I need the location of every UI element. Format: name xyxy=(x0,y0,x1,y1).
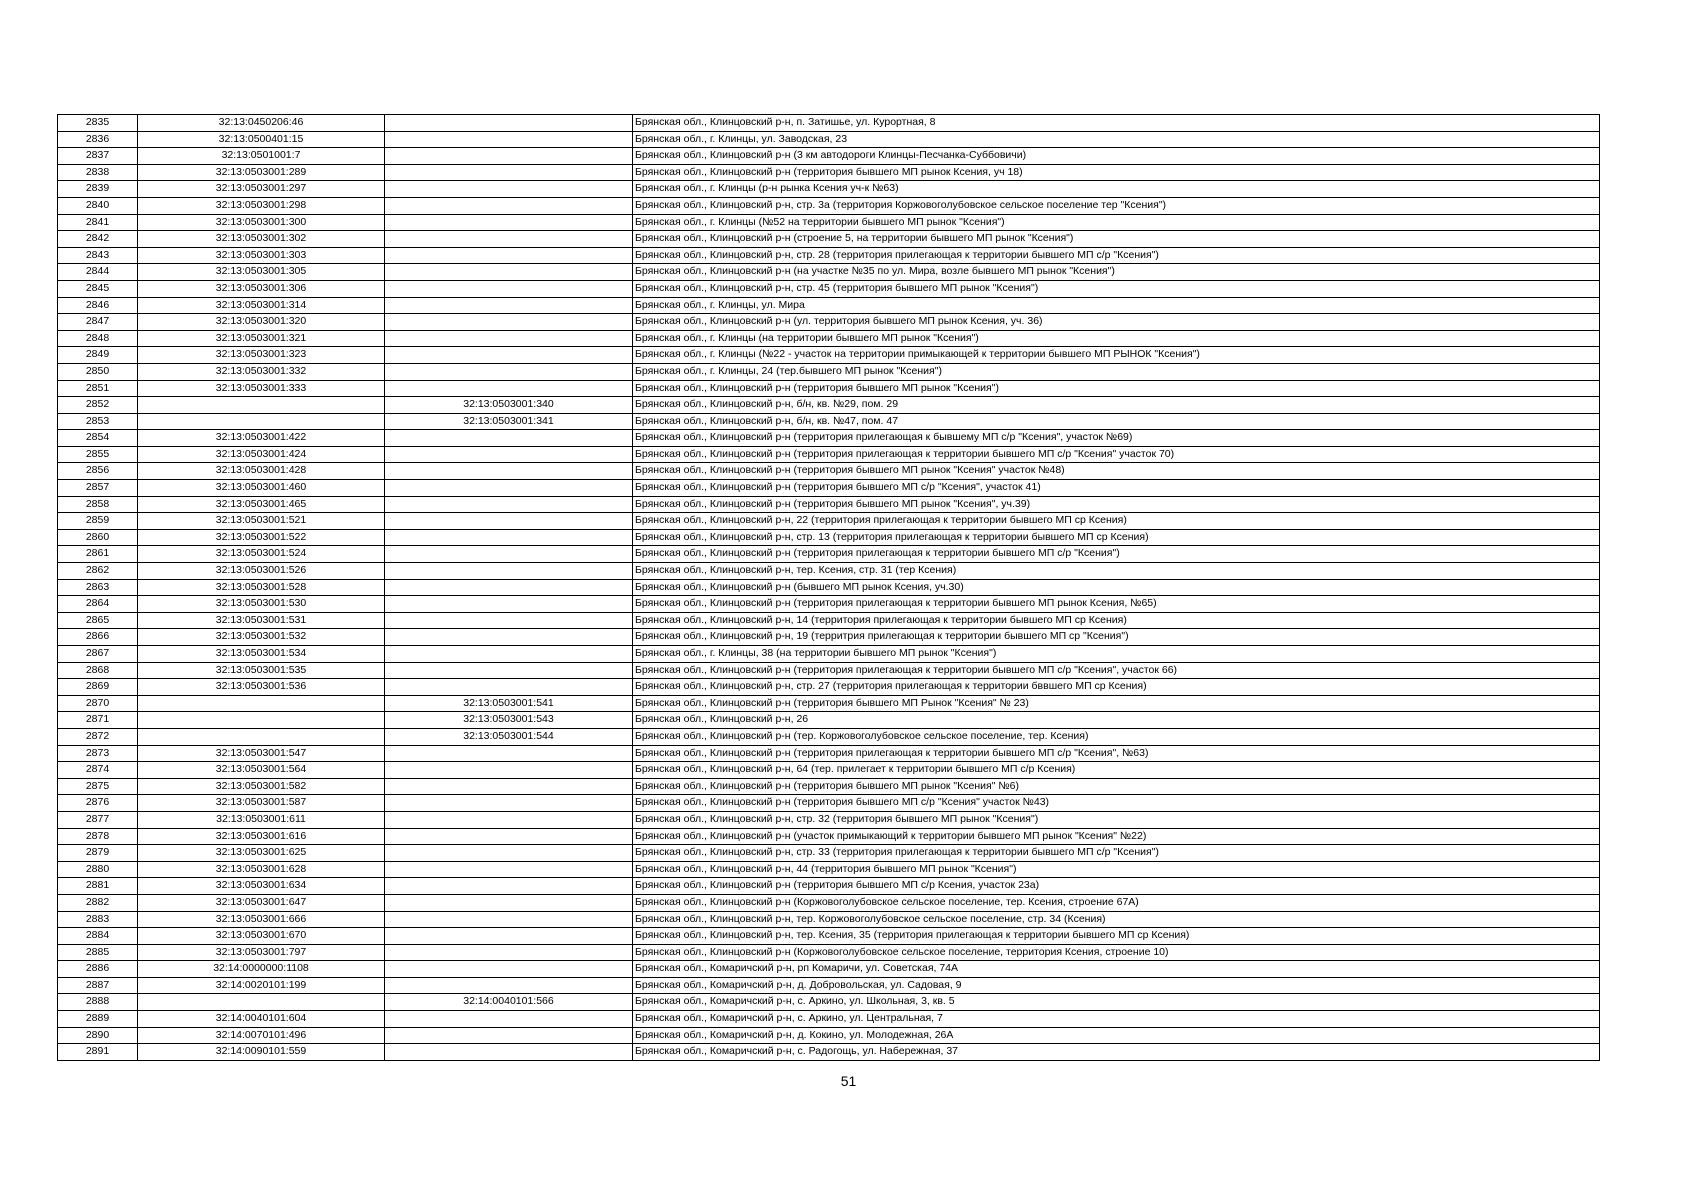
address-cell: Брянская обл., Клинцовский р-н (территория прилегающая к территории бывшего МП с/р "Ксения") xyxy=(633,546,1600,563)
cadastral-number-alt-cell xyxy=(385,944,633,961)
row-number-cell: 2875 xyxy=(58,778,138,795)
table-row xyxy=(58,347,1600,364)
table-row xyxy=(58,712,1600,729)
cadastral-number-cell xyxy=(138,994,385,1011)
cadastral-number-cell: 32:13:0503001:536 xyxy=(138,679,385,696)
table-row xyxy=(58,795,1600,812)
cadastral-number-cell xyxy=(138,728,385,745)
table-row xyxy=(58,397,1600,414)
cadastral-number-cell: 32:13:0503001:297 xyxy=(138,181,385,198)
table-row xyxy=(58,1011,1600,1028)
address-cell: Брянская обл., Клинцовский р-н, стр. 28 (территория прилегающая к территории бывшего МП с/р "Ксения") xyxy=(633,247,1600,264)
row-number-cell: 2870 xyxy=(58,695,138,712)
cadastral-number-alt-cell xyxy=(385,878,633,895)
cadastral-number-cell: 32:14:0040101:604 xyxy=(138,1011,385,1028)
cadastral-number-alt-cell: 32:13:0503001:341 xyxy=(385,413,633,430)
address-cell: Брянская обл., Комаричский р-н, с. Аркино, ул. Школьная, 3, кв. 5 xyxy=(633,994,1600,1011)
row-number-cell: 2840 xyxy=(58,197,138,214)
table-row xyxy=(58,247,1600,264)
row-number-cell: 2839 xyxy=(58,181,138,198)
page-number: 51 xyxy=(840,1073,857,1089)
address-cell: Брянская обл., Клинцовский р-н (Коржовоголубовское сельское поселение, территория Ксения, строение 10) xyxy=(633,944,1600,961)
row-number-cell: 2886 xyxy=(58,961,138,978)
cadastral-number-alt-cell xyxy=(385,496,633,513)
row-number-cell: 2849 xyxy=(58,347,138,364)
row-number-cell: 2869 xyxy=(58,679,138,696)
table-row xyxy=(58,197,1600,214)
address-cell: Брянская обл., Клинцовский р-н (территория прилегающая к территории бывшего МП с/р "Ксения", участок 66) xyxy=(633,662,1600,679)
cadastral-number-alt-cell: 32:13:0503001:543 xyxy=(385,712,633,729)
row-number-cell: 2865 xyxy=(58,612,138,629)
row-number-cell: 2844 xyxy=(58,264,138,281)
address-cell: Брянская обл., Клинцовский р-н, 19 (территрия прилегающая к территории бывшего МП ср "Ксения") xyxy=(633,629,1600,646)
cadastral-number-cell: 32:13:0503001:460 xyxy=(138,480,385,497)
cadastral-number-alt-cell xyxy=(385,363,633,380)
address-cell: Брянская обл., Клинцовский р-н (территория бывшего МП рынок "Ксения" участок №48) xyxy=(633,463,1600,480)
address-cell: Брянская обл., Комаричский р-н, с. Аркино, ул. Центральная, 7 xyxy=(633,1011,1600,1028)
cadastral-number-alt-cell: 32:13:0503001:544 xyxy=(385,728,633,745)
row-number-cell: 2878 xyxy=(58,828,138,845)
row-number-cell: 2843 xyxy=(58,247,138,264)
address-cell: Брянская обл., Клинцовский р-н, стр. 3а (территория Коржовоголубовское сельское поселение тер "Ксения") xyxy=(633,197,1600,214)
row-number-cell: 2859 xyxy=(58,513,138,530)
table-row xyxy=(58,944,1600,961)
table-row xyxy=(58,894,1600,911)
row-number-cell: 2885 xyxy=(58,944,138,961)
cadastral-number-cell: 32:13:0501001:7 xyxy=(138,148,385,165)
cadastral-number-alt-cell xyxy=(385,463,633,480)
cadastral-number-alt-cell xyxy=(385,280,633,297)
cadastral-number-alt-cell: 32:14:0040101:566 xyxy=(385,994,633,1011)
cadastral-number-alt-cell xyxy=(385,961,633,978)
cadastral-number-alt-cell xyxy=(385,612,633,629)
table-row xyxy=(58,546,1600,563)
cadastral-number-alt-cell xyxy=(385,546,633,563)
address-cell: Брянская обл., Клинцовский р-н, 26 xyxy=(633,712,1600,729)
cadastral-number-cell xyxy=(138,712,385,729)
row-number-cell: 2868 xyxy=(58,662,138,679)
property-table xyxy=(57,114,1600,1061)
cadastral-number-cell: 32:13:0503001:321 xyxy=(138,330,385,347)
table-body xyxy=(58,115,1600,1061)
cadastral-number-cell: 32:14:0070101:496 xyxy=(138,1027,385,1044)
address-cell: Брянская обл., Клинцовский р-н, стр. 13 (территория прилегающая к территории бывшего МП ср Ксения) xyxy=(633,529,1600,546)
row-number-cell: 2872 xyxy=(58,728,138,745)
table-row xyxy=(58,297,1600,314)
address-cell: Брянская обл., Клинцовский р-н (3 км автодороги Клинцы-Песчанка-Суббовичи) xyxy=(633,148,1600,165)
row-number-cell: 2880 xyxy=(58,861,138,878)
address-cell: Брянская обл., Комаричский р-н, д. Кокино, ул. Молодежная, 26А xyxy=(633,1027,1600,1044)
cadastral-number-alt-cell xyxy=(385,430,633,447)
cadastral-number-cell: 32:13:0503001:314 xyxy=(138,297,385,314)
address-cell: Брянская обл., Клинцовский р-н (территория бывшего МП с/р "Ксения", участок 41) xyxy=(633,480,1600,497)
cadastral-number-alt-cell xyxy=(385,861,633,878)
row-number-cell: 2871 xyxy=(58,712,138,729)
row-number-cell: 2837 xyxy=(58,148,138,165)
table-row xyxy=(58,728,1600,745)
cadastral-number-alt-cell xyxy=(385,197,633,214)
row-number-cell: 2889 xyxy=(58,1011,138,1028)
address-cell: Брянская обл., г. Клинцы, ул. Заводская, 23 xyxy=(633,131,1600,148)
table-row xyxy=(58,513,1600,530)
address-cell: Брянская обл., Клинцовский р-н, б/н, кв. №47, пом. 47 xyxy=(633,413,1600,430)
address-cell: Брянская обл., Комаричский р-н, д. Добровольская, ул. Садовая, 9 xyxy=(633,977,1600,994)
cadastral-number-cell xyxy=(138,397,385,414)
table-row xyxy=(58,695,1600,712)
row-number-cell: 2835 xyxy=(58,115,138,132)
address-cell: Брянская обл., г. Клинцы, 38 (на территории бывшего МП рынок "Ксения") xyxy=(633,646,1600,663)
row-number-cell: 2873 xyxy=(58,745,138,762)
cadastral-number-alt-cell xyxy=(385,231,633,248)
cadastral-number-cell: 32:13:0503001:524 xyxy=(138,546,385,563)
cadastral-number-alt-cell xyxy=(385,164,633,181)
table-row xyxy=(58,148,1600,165)
table-row xyxy=(58,861,1600,878)
cadastral-number-cell: 32:13:0503001:532 xyxy=(138,629,385,646)
cadastral-number-cell: 32:13:0503001:616 xyxy=(138,828,385,845)
row-number-cell: 2851 xyxy=(58,380,138,397)
cadastral-number-alt-cell xyxy=(385,214,633,231)
row-number-cell: 2887 xyxy=(58,977,138,994)
cadastral-number-cell: 32:13:0503001:647 xyxy=(138,894,385,911)
cadastral-number-alt-cell xyxy=(385,513,633,530)
cadastral-number-alt-cell xyxy=(385,646,633,663)
address-cell: Брянская обл., Клинцовский р-н (территория прилегающая к бывшему МП с/р "Ксения", участок №69) xyxy=(633,430,1600,447)
cadastral-number-cell: 32:13:0503001:531 xyxy=(138,612,385,629)
row-number-cell: 2881 xyxy=(58,878,138,895)
address-cell: Брянская обл., г. Клинцы (№52 на территории бывшего МП рынок "Ксения") xyxy=(633,214,1600,231)
table-row xyxy=(58,977,1600,994)
cadastral-number-alt-cell xyxy=(385,131,633,148)
cadastral-number-cell: 32:13:0503001:530 xyxy=(138,596,385,613)
row-number-cell: 2841 xyxy=(58,214,138,231)
table-row xyxy=(58,214,1600,231)
address-cell: Брянская обл., Клинцовский р-н, б/н, кв. №29, пом. 29 xyxy=(633,397,1600,414)
table-row xyxy=(58,463,1600,480)
table-row xyxy=(58,911,1600,928)
row-number-cell: 2874 xyxy=(58,762,138,779)
cadastral-number-cell: 32:13:0503001:305 xyxy=(138,264,385,281)
address-cell: Брянская обл., Клинцовский р-н (тер. Коржовоголубовское сельское поселение, тер. Ксения) xyxy=(633,728,1600,745)
table-row xyxy=(58,231,1600,248)
cadastral-number-cell: 32:13:0503001:522 xyxy=(138,529,385,546)
cadastral-number-alt-cell xyxy=(385,529,633,546)
address-cell: Брянская обл., г. Клинцы (р-н рынка Ксения уч-к №63) xyxy=(633,181,1600,198)
cadastral-number-cell: 32:13:0503001:628 xyxy=(138,861,385,878)
cadastral-number-cell: 32:13:0503001:634 xyxy=(138,878,385,895)
table-row xyxy=(58,878,1600,895)
address-cell: Брянская обл., Клинцовский р-н (бывшего МП рынок Ксения, уч.30) xyxy=(633,579,1600,596)
row-number-cell: 2884 xyxy=(58,928,138,945)
table-row xyxy=(58,994,1600,1011)
cadastral-number-alt-cell xyxy=(385,911,633,928)
cadastral-number-alt-cell xyxy=(385,297,633,314)
row-number-cell: 2882 xyxy=(58,894,138,911)
table-row xyxy=(58,446,1600,463)
row-number-cell: 2842 xyxy=(58,231,138,248)
row-number-cell: 2848 xyxy=(58,330,138,347)
table-row xyxy=(58,845,1600,862)
table-row xyxy=(58,928,1600,945)
cadastral-number-cell: 32:13:0503001:298 xyxy=(138,197,385,214)
cadastral-number-cell: 32:13:0503001:306 xyxy=(138,280,385,297)
address-cell: Брянская обл., Клинцовский р-н, 22 (территория прилегающая к территории бывшего МП ср Ксения) xyxy=(633,513,1600,530)
cadastral-number-alt-cell xyxy=(385,662,633,679)
cadastral-number-cell: 32:13:0503001:535 xyxy=(138,662,385,679)
cadastral-number-cell: 32:13:0503001:526 xyxy=(138,563,385,580)
cadastral-number-cell: 32:13:0503001:465 xyxy=(138,496,385,513)
row-number-cell: 2853 xyxy=(58,413,138,430)
cadastral-number-alt-cell xyxy=(385,446,633,463)
cadastral-number-alt-cell xyxy=(385,347,633,364)
cadastral-number-cell: 32:13:0450206:46 xyxy=(138,115,385,132)
address-cell: Брянская обл., Клинцовский р-н, стр. 45 (территория бывшего МП рынок "Ксения") xyxy=(633,280,1600,297)
address-cell: Брянская обл., Клинцовский р-н, 44 (территория бывшего МП рынок "Ксения") xyxy=(633,861,1600,878)
table-row xyxy=(58,131,1600,148)
cadastral-number-cell: 32:14:0000000:1108 xyxy=(138,961,385,978)
address-cell: Брянская обл., Клинцовский р-н, 64 (тер. прилегает к территории бывшего МП с/р Ксения) xyxy=(633,762,1600,779)
address-cell: Брянская обл., г. Клинцы, ул. Мира xyxy=(633,297,1600,314)
cadastral-number-cell: 32:14:0020101:199 xyxy=(138,977,385,994)
cadastral-number-alt-cell xyxy=(385,828,633,845)
row-number-cell: 2838 xyxy=(58,164,138,181)
address-cell: Брянская обл., Клинцовский р-н, тер. Ксения, стр. 31 (тер Ксения) xyxy=(633,563,1600,580)
cadastral-number-cell: 32:13:0503001:332 xyxy=(138,363,385,380)
table-row xyxy=(58,811,1600,828)
table-row xyxy=(58,612,1600,629)
cadastral-number-alt-cell xyxy=(385,977,633,994)
cadastral-number-alt-cell xyxy=(385,148,633,165)
cadastral-number-cell: 32:13:0503001:289 xyxy=(138,164,385,181)
table-row xyxy=(58,596,1600,613)
cadastral-number-alt-cell xyxy=(385,1011,633,1028)
cadastral-number-cell: 32:13:0503001:323 xyxy=(138,347,385,364)
row-number-cell: 2857 xyxy=(58,480,138,497)
address-cell: Брянская обл., Клинцовский р-н, 14 (территория прилегающая к территории бывшего МП ср Ксения) xyxy=(633,612,1600,629)
cadastral-number-alt-cell xyxy=(385,115,633,132)
table-row xyxy=(58,164,1600,181)
cadastral-number-cell: 32:13:0503001:797 xyxy=(138,944,385,961)
address-cell: Брянская обл., Клинцовский р-н (территория бывшего МП рынок "Ксения") xyxy=(633,380,1600,397)
table-row xyxy=(58,529,1600,546)
table-row xyxy=(58,1027,1600,1044)
address-cell: Брянская обл., Клинцовский р-н (Коржовоголубовское сельское поселение, тер. Ксения, строение 67А) xyxy=(633,894,1600,911)
cadastral-number-cell: 32:13:0503001:302 xyxy=(138,231,385,248)
address-cell: Брянская обл., Клинцовский р-н, стр. 33 (территория прилегающая к территории бывшего МП с/р "Ксения") xyxy=(633,845,1600,862)
table-row xyxy=(58,828,1600,845)
cadastral-number-cell: 32:13:0503001:582 xyxy=(138,778,385,795)
cadastral-number-alt-cell xyxy=(385,778,633,795)
table-row xyxy=(58,264,1600,281)
row-number-cell: 2854 xyxy=(58,430,138,447)
cadastral-number-cell: 32:13:0503001:333 xyxy=(138,380,385,397)
table-row xyxy=(58,181,1600,198)
cadastral-number-alt-cell xyxy=(385,579,633,596)
table-row xyxy=(58,330,1600,347)
table-row xyxy=(58,961,1600,978)
row-number-cell: 2879 xyxy=(58,845,138,862)
row-number-cell: 2858 xyxy=(58,496,138,513)
address-cell: Брянская обл., Клинцовский р-н (строение 5, на территории бывшего МП рынок "Ксения") xyxy=(633,231,1600,248)
cadastral-number-cell: 32:13:0503001:303 xyxy=(138,247,385,264)
table-row xyxy=(58,280,1600,297)
table-row xyxy=(58,413,1600,430)
cadastral-number-cell: 32:13:0503001:587 xyxy=(138,795,385,812)
table-row xyxy=(58,380,1600,397)
cadastral-number-cell: 32:13:0503001:528 xyxy=(138,579,385,596)
address-cell: Брянская обл., Клинцовский р-н (участок примыкающий к территории бывшего МП рынок "Ксения" №22) xyxy=(633,828,1600,845)
table-row xyxy=(58,679,1600,696)
address-cell: Брянская обл., Клинцовский р-н (территория бывшего МП Рынок "Ксения" № 23) xyxy=(633,695,1600,712)
cadastral-number-alt-cell xyxy=(385,1027,633,1044)
table-row xyxy=(58,646,1600,663)
address-cell: Брянская обл., г. Клинцы (№22 - участок на территории примыкающей к территории бывшего МП РЫНОК "Ксения") xyxy=(633,347,1600,364)
cadastral-number-alt-cell xyxy=(385,181,633,198)
address-cell: Брянская обл., Клинцовский р-н (территория прилегающая к территории бывшего МП с/р "Ксения", №63) xyxy=(633,745,1600,762)
cadastral-number-alt-cell xyxy=(385,811,633,828)
cadastral-number-cell: 32:13:0500401:15 xyxy=(138,131,385,148)
cadastral-number-cell: 32:13:0503001:428 xyxy=(138,463,385,480)
cadastral-number-cell: 32:13:0503001:300 xyxy=(138,214,385,231)
cadastral-number-alt-cell xyxy=(385,795,633,812)
cadastral-number-cell: 32:13:0503001:666 xyxy=(138,911,385,928)
table-row xyxy=(58,314,1600,331)
cadastral-number-cell: 32:13:0503001:424 xyxy=(138,446,385,463)
table-row xyxy=(58,563,1600,580)
cadastral-number-cell: 32:13:0503001:521 xyxy=(138,513,385,530)
table-row xyxy=(58,579,1600,596)
address-cell: Брянская обл., Клинцовский р-н (на участке №35 по ул. Мира, возле бывшего МП рынок "Ксения") xyxy=(633,264,1600,281)
row-number-cell: 2862 xyxy=(58,563,138,580)
table-row xyxy=(58,496,1600,513)
row-number-cell: 2850 xyxy=(58,363,138,380)
row-number-cell: 2846 xyxy=(58,297,138,314)
address-cell: Брянская обл., Клинцовский р-н (ул. территория бывшего МП рынок Ксения, уч. 36) xyxy=(633,314,1600,331)
row-number-cell: 2876 xyxy=(58,795,138,812)
cadastral-number-alt-cell xyxy=(385,247,633,264)
row-number-cell: 2836 xyxy=(58,131,138,148)
address-cell: Брянская обл., г. Клинцы (на территории бывшего МП рынок "Ксения") xyxy=(633,330,1600,347)
row-number-cell: 2855 xyxy=(58,446,138,463)
row-number-cell: 2890 xyxy=(58,1027,138,1044)
cadastral-number-alt-cell xyxy=(385,380,633,397)
address-cell: Брянская обл., Комаричский р-н, рп Комаричи, ул. Советская, 74А xyxy=(633,961,1600,978)
cadastral-number-cell: 32:13:0503001:564 xyxy=(138,762,385,779)
table-row xyxy=(58,430,1600,447)
row-number-cell: 2860 xyxy=(58,529,138,546)
cadastral-number-alt-cell xyxy=(385,629,633,646)
row-number-cell: 2856 xyxy=(58,463,138,480)
address-cell: Брянская обл., Клинцовский р-н (территория прилегающая к территории бывшего МП рынок Ксения, №65) xyxy=(633,596,1600,613)
row-number-cell: 2877 xyxy=(58,811,138,828)
cadastral-number-cell xyxy=(138,413,385,430)
address-cell: Брянская обл., Клинцовский р-н (территория бывшего МП с/р Ксения, участок 23а) xyxy=(633,878,1600,895)
cadastral-number-cell: 32:14:0090101:559 xyxy=(138,1044,385,1061)
cadastral-number-cell xyxy=(138,695,385,712)
cadastral-number-cell: 32:13:0503001:625 xyxy=(138,845,385,862)
cadastral-number-alt-cell xyxy=(385,1044,633,1061)
row-number-cell: 2866 xyxy=(58,629,138,646)
cadastral-number-alt-cell xyxy=(385,928,633,945)
cadastral-number-alt-cell xyxy=(385,845,633,862)
cadastral-number-alt-cell xyxy=(385,596,633,613)
address-cell: Брянская обл., Клинцовский р-н (территория прилегающая к территории бывшего МП с/р "Ксения" участок 70) xyxy=(633,446,1600,463)
address-cell: Брянская обл., Клинцовский р-н (территория бывшего МП рынок Ксения, уч 18) xyxy=(633,164,1600,181)
cadastral-number-cell: 32:13:0503001:670 xyxy=(138,928,385,945)
cadastral-number-alt-cell: 32:13:0503001:340 xyxy=(385,397,633,414)
cadastral-number-cell: 32:13:0503001:422 xyxy=(138,430,385,447)
table-row xyxy=(58,762,1600,779)
cadastral-number-cell: 32:13:0503001:320 xyxy=(138,314,385,331)
address-cell: Брянская обл., Клинцовский р-н (территория бывшего МП рынок "Ксения" №6) xyxy=(633,778,1600,795)
table-row xyxy=(58,115,1600,132)
row-number-cell: 2864 xyxy=(58,596,138,613)
address-cell: Брянская обл., Комаричский р-н, с. Радогощь, ул. Набережная, 37 xyxy=(633,1044,1600,1061)
cadastral-number-cell: 32:13:0503001:611 xyxy=(138,811,385,828)
cadastral-number-alt-cell xyxy=(385,679,633,696)
table-row xyxy=(58,1044,1600,1061)
table-row xyxy=(58,480,1600,497)
address-cell: Брянская обл., Клинцовский р-н, тер. Ксения, 35 (территория прилегающая к территории бывшего МП ср Ксения) xyxy=(633,928,1600,945)
cadastral-number-alt-cell xyxy=(385,745,633,762)
address-cell: Брянская обл., Клинцовский р-н, п. Затишье, ул. Курортная, 8 xyxy=(633,115,1600,132)
cadastral-number-cell: 32:13:0503001:547 xyxy=(138,745,385,762)
row-number-cell: 2883 xyxy=(58,911,138,928)
address-cell: Брянская обл., Клинцовский р-н, тер. Коржовоголубовское сельское поселение, стр. 34 (Ксения) xyxy=(633,911,1600,928)
cadastral-number-alt-cell xyxy=(385,480,633,497)
row-number-cell: 2867 xyxy=(58,646,138,663)
address-cell: Брянская обл., Клинцовский р-н (территория бывшего МП рынок "Ксения", уч.39) xyxy=(633,496,1600,513)
table-row xyxy=(58,363,1600,380)
cadastral-number-alt-cell: 32:13:0503001:541 xyxy=(385,695,633,712)
row-number-cell: 2852 xyxy=(58,397,138,414)
table-row xyxy=(58,745,1600,762)
cadastral-number-alt-cell xyxy=(385,894,633,911)
cadastral-number-alt-cell xyxy=(385,330,633,347)
table-row xyxy=(58,778,1600,795)
row-number-cell: 2891 xyxy=(58,1044,138,1061)
address-cell: Брянская обл., г. Клинцы, 24 (тер.бывшего МП рынок "Ксения") xyxy=(633,363,1600,380)
cadastral-number-alt-cell xyxy=(385,314,633,331)
address-cell: Брянская обл., Клинцовский р-н (территория бывшего МП с/р "Ксения" участок №43) xyxy=(633,795,1600,812)
row-number-cell: 2845 xyxy=(58,280,138,297)
address-cell: Брянская обл., Клинцовский р-н, стр. 32 (территория бывшего МП рынок "Ксения") xyxy=(633,811,1600,828)
cadastral-number-alt-cell xyxy=(385,762,633,779)
address-cell: Брянская обл., Клинцовский р-н, стр. 27 (территория прилегающая к территории бввшего МП ср Ксения) xyxy=(633,679,1600,696)
cadastral-number-cell: 32:13:0503001:534 xyxy=(138,646,385,663)
cadastral-number-alt-cell xyxy=(385,563,633,580)
cadastral-number-alt-cell xyxy=(385,264,633,281)
row-number-cell: 2847 xyxy=(58,314,138,331)
row-number-cell: 2861 xyxy=(58,546,138,563)
row-number-cell: 2863 xyxy=(58,579,138,596)
table-row xyxy=(58,662,1600,679)
row-number-cell: 2888 xyxy=(58,994,138,1011)
table-row xyxy=(58,629,1600,646)
